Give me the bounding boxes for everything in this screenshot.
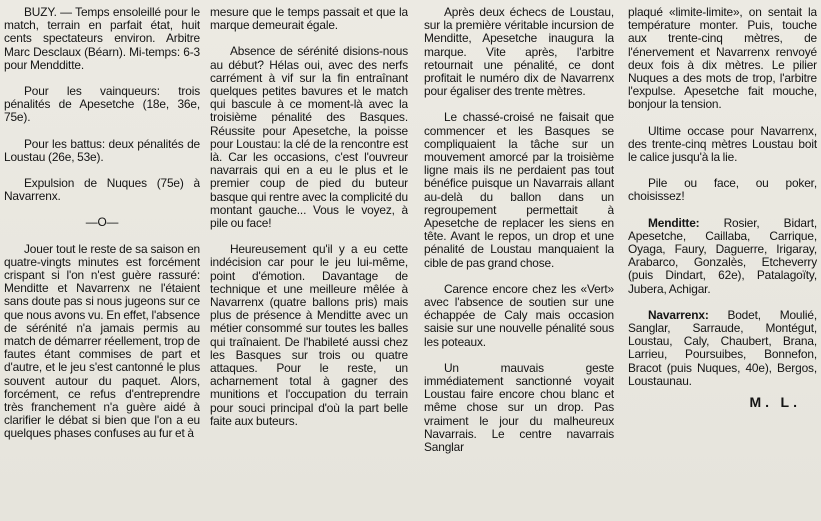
team-lineup-navarrenx	[628, 309, 817, 388]
column-2	[210, 6, 408, 521]
article-paragraph: Le chassé-croisé ne faisait que commencer et les Basques se compliquaient la tâche sur un mouvement amorcé par la troisième ligne mais ils ne perdaient pas tout bénéfice puisque un Navarrais allant au-delà du ballon dans un regroupement permettait à Apesetche de replacer les siens en tête. Avant le repos, un drop et une pénalité de Loustau manquaient la cible de pas grand chose.	[424, 110, 614, 270]
team-name: Menditte:	[648, 215, 700, 230]
losers-scoring: Pour les battus: deux pénalités de Loustau (26e, 53e).	[4, 136, 200, 164]
expulsion-note: Expulsion de Nuques (75e) à Navarrenx.	[4, 176, 200, 204]
winners-scoring: Pour les vainqueurs: trois pénalités de Apesetche (18e, 36e, 75e).	[4, 84, 200, 125]
column-3	[424, 6, 614, 521]
article-paragraph: Heureusement qu'il y a eu cette indécision car pour le jeu lui-même, point d'émotion. Davantage de technique et une meilleure mêlée à Navarrenx (quatre ballons pris) mais plus de présence à Menditte avec un métier consommé sur toutes les balles qui traînaient. De l'habileté aussi chez les Basques sur trois ou quatre attaques. Pour le reste, un acharnement total à gagner des munitions et l'occupation du terrain pour souci principal d'où la part belle faite aux buteurs.	[210, 242, 408, 428]
article-paragraph: Un mauvais geste immédiatement sanctionné voyait Loustau faire encore chou blanc et même chose sur un drop. Pas vraiment le jour du malheureux Navarrais. Le centre navarrais Sanglar	[424, 360, 614, 455]
article-paragraph: Pile ou face, ou poker, choisissez!	[628, 176, 817, 204]
team-name: Navarrenx:	[648, 307, 709, 322]
article-paragraph: Jouer tout le reste de sa saison en quatre-vingts minutes est forcément crispant si l'on n'est guère rassuré: Menditte et Navarrenx ne l'étaient sans doute pas si nous jugeons sur ce que nous avons vu. En effet, l'absence de sérénité n'a jamais permis au match de démarrer réellement, trop de fautes étant commises de part et d'autre, et le jeu s'est cantonné le plus souvent autour du paquet. Alors, forcément, ce refus d'entreprendre très franchement n'a guère aidé à clarifier le débat si bien que l'on a eu quelques phases confuses au fur et à	[4, 241, 200, 441]
section-separator: —O—	[85, 215, 119, 230]
team-players: Rosier, Bidart, Apesetche, Caillaba, Carrique, Oyaga, Faury, Daguerre, Irigaray, Arabarco, Gonzalès, Etcheverry (puis Dindart, 62e), Patalagoïty, Jubera, Achigar.	[628, 215, 817, 296]
article-paragraph: mesure que le temps passait et que la marque demeurait égale.	[210, 6, 408, 33]
article-paragraph: plaqué «limite-limite», on sentait la température monter. Puis, touche aux trente-cinq mètres, de l'énervement et Navarrenx renvoyé deux fois à dix mètres. Le pilier Nuques a des mots de trop, l'arbitre l'expulse. Apesetche fait mouche, bonjour la tension.	[628, 6, 817, 112]
column-4	[628, 6, 817, 521]
column-1	[4, 6, 200, 521]
article-paragraph: Après deux échecs de Loustau, sur la première véritable incursion de Menditte, Apesetche inaugura la marque. Vite après, l'arbitre retournait une pénalité, ce dont profitait le numéro dix de Navarrenx pour égaliser des trente mètres.	[424, 6, 614, 99]
article-paragraph: Carence encore chez les «Vert» avec l'absence de soutien sur une échappée de Caly mais occasion saisie sur une nouvelle pénalité sous les poteaux.	[424, 281, 614, 349]
article-paragraph: Absence de sérénité disions-nous au début? Hélas oui, avec des nerfs carrément à vif sur la fin entraînant quelques petites bavures et le match qui bascule à ce moment-là avec la troisième pénalité des Basques. Réussite pour Apesetche, la poisse pour Loustau: la clé de la rencontre est là. Car les occasions, c'est l'ouvreur navarrais qui en a eu le plus et le premier coup de pied du buteur basque qui rentre avec la complicité du montant gauche... Vous le voyez, à pile ou face!	[210, 44, 408, 231]
match-summary: BUZY. — Temps ensoleillé pour le match, terrain en parfait état, huit cents spectateurs environ. Arbitre Marc Desclaux (Béarn). Mi-temps: 6-3 pour Mendditte.	[4, 6, 200, 72]
article-paragraph: Ultime occase pour Navarrenx, des trente-cinq mètres Loustau boit le calice jusqu'à la lie.	[628, 123, 817, 165]
team-lineup-menditte	[628, 217, 817, 296]
team-players: Bodet, Moulié, Sanglar, Sarraude, Montégut, Loustau, Caly, Chaubert, Brana, Larrieu, Poursuibes, Bonnefon, Bracot (puis Nuques, 40e), Bergos, Loustaunau.	[628, 307, 817, 388]
author-signature: M. L.	[749, 394, 801, 411]
